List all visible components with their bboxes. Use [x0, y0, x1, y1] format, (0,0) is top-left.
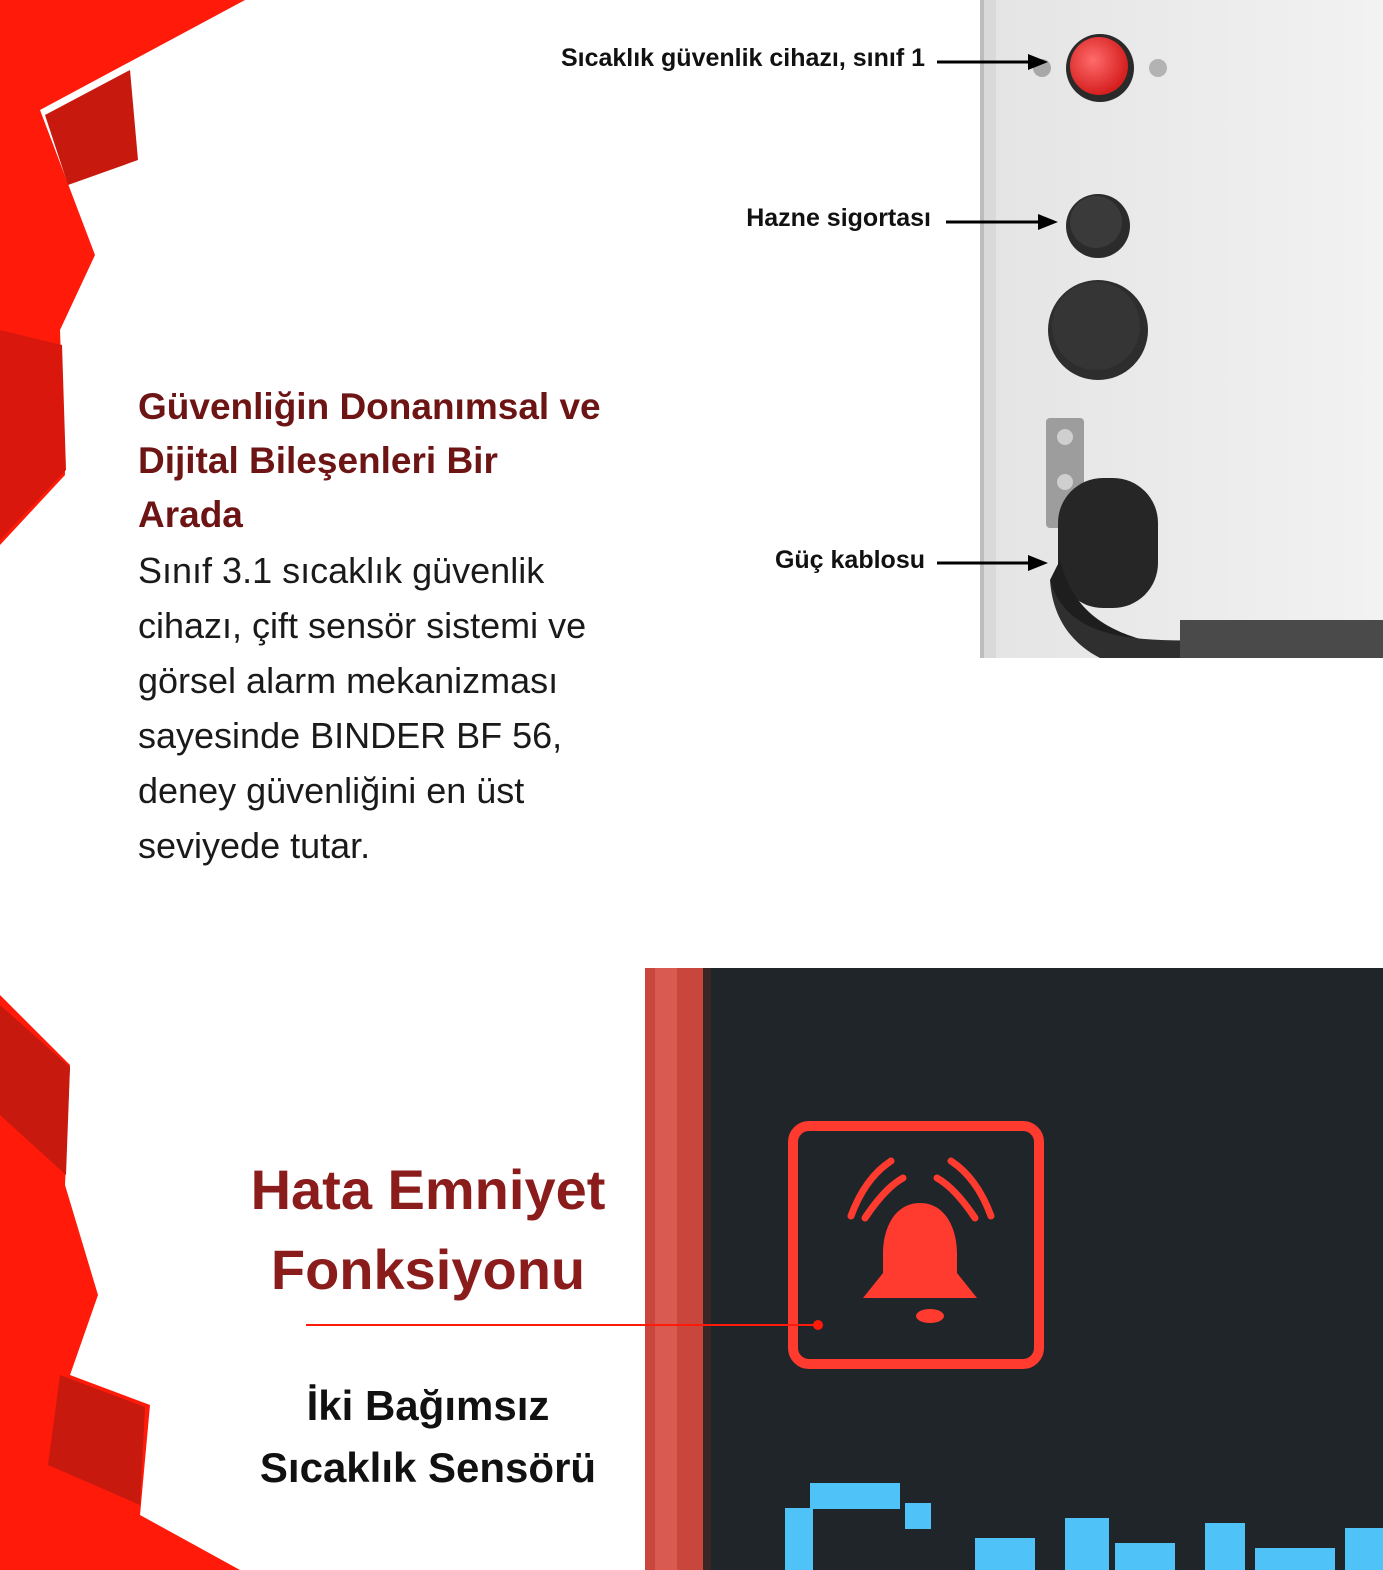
- safety-description: Sınıf 3.1 sıcaklık güvenlik cihazı, çift sensör sistemi ve görsel alarm mekanizması sayesinde BINDER BF 56, deney güvenliğini en üst seviyede tutar.: [138, 550, 587, 866]
- callout-safety-device: Sıcaklık güvenlik cihazı, sınıf 1: [560, 44, 925, 72]
- safety-heading: Güvenliğin Donanımsal ve Dijital Bileşenleri Bir Arada: [138, 386, 601, 535]
- fault-safety-title: Hata Emniyet Fonksiyonu: [250, 1158, 606, 1301]
- callout-power-cable: Güç kablosu: [774, 546, 925, 574]
- callout-chamber-fuse: Hazne sigortası: [746, 204, 931, 232]
- dual-sensor-subtitle: İki Bağımsız Sıcaklık Sensörü: [259, 1382, 597, 1491]
